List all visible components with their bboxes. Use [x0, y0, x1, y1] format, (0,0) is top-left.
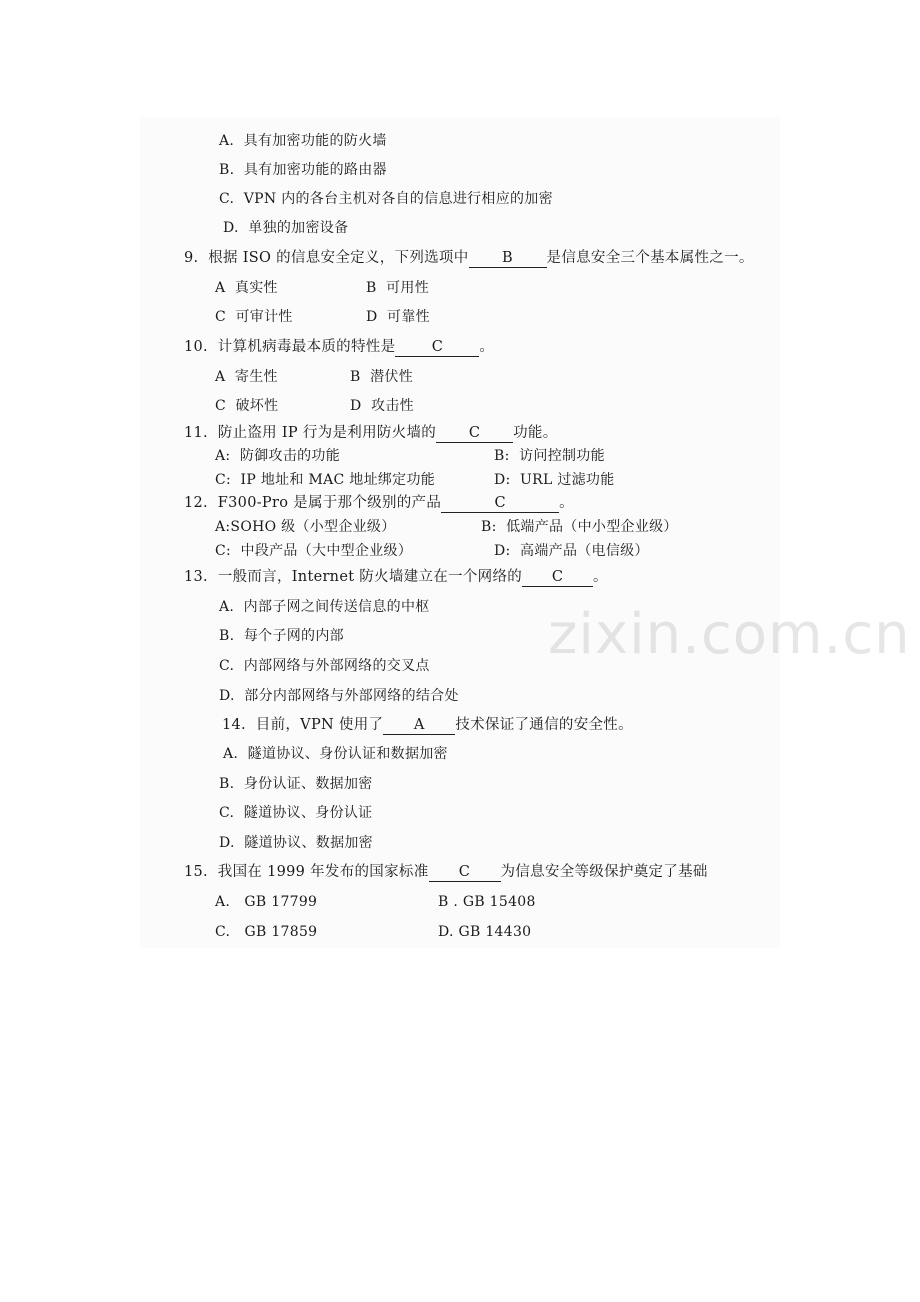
q13-option-a: A. 内部子网之间传送信息的中枢: [219, 599, 430, 615]
q15-stem: 15. 我国在 1999 年发布的国家标准: [184, 864, 429, 880]
watermark: zixin.com.cn: [548, 602, 911, 667]
q14-option-b: B. 身份认证、数据加密: [219, 776, 373, 792]
question-11: [184, 423, 558, 443]
question-10: [184, 337, 494, 357]
question-13: [184, 567, 608, 587]
q10-stem-end: 。: [479, 339, 495, 355]
q9-option-c: C 可审计性: [215, 309, 293, 325]
q12-option-b: B: 低端产品（中小型企业级）: [481, 519, 678, 535]
q15-stem-end: 为信息安全等级保护奠定了基础: [500, 864, 708, 880]
q13-stem: 13. 一般而言，Internet 防火墙建立在一个网络的: [184, 569, 523, 585]
q14-stem: 14. 目前，VPN 使用了: [222, 717, 384, 733]
q15-option-a: A. GB 17799: [215, 894, 318, 910]
q12-stem-end: 。: [559, 495, 574, 511]
q12-option-a: A:SOHO 级（小型企业级）: [215, 519, 396, 535]
q9-option-a: A 真实性: [215, 280, 278, 296]
q11-option-a: A: 防御攻击的功能: [215, 448, 341, 464]
q14-option-c: C. 隧道协议、身份认证: [219, 805, 373, 821]
q8-option-d: D. 单独的加密设备: [223, 220, 349, 236]
q10-option-b: B 潜伏性: [350, 369, 413, 385]
q11-option-c: C: IP 地址和 MAC 地址绑定功能: [215, 472, 436, 488]
q9-option-b: B 可用性: [366, 280, 429, 296]
q13-option-d: D. 部分内部网络与外部网络的结合处: [219, 688, 459, 704]
q11-stem: 11. 防止盗用 IP 行为是利用防火墙的: [184, 425, 437, 441]
q14-option-d: D. 隧道协议、数据加密: [219, 835, 373, 851]
q14-answer-blank: A: [383, 717, 455, 735]
q15-option-b: B . GB 15408: [438, 894, 536, 910]
q10-option-a: A 寄生性: [215, 369, 278, 385]
question-14: [222, 715, 633, 735]
q11-answer-blank: C: [436, 425, 513, 443]
q12-option-c: C: 中段产品（大中型企业级）: [215, 543, 413, 559]
q15-option-c: C. GB 17859: [215, 924, 318, 940]
q9-answer-blank: B: [469, 250, 547, 268]
q13-option-c: C. 内部网络与外部网络的交叉点: [219, 658, 430, 674]
q11-stem-end: 功能。: [513, 425, 558, 441]
q15-option-d: D. GB 14430: [438, 924, 532, 940]
q10-stem: 10. 计算机病毒最本质的特性是: [184, 339, 396, 355]
q10-option-c: C 破坏性: [215, 398, 279, 414]
q12-option-d: D: 高端产品（电信级）: [494, 543, 649, 559]
q9-option-d: D 可靠性: [366, 309, 430, 325]
q15-answer-blank: C: [429, 864, 501, 882]
q14-stem-end: 技术保证了通信的安全性。: [455, 717, 633, 733]
question-9: [184, 248, 754, 268]
q13-stem-end: 。: [593, 569, 608, 585]
q14-option-a: A. 隧道协议、身份认证和数据加密: [223, 746, 448, 762]
question-15: [184, 862, 708, 882]
q8-option-b: B. 具有加密功能的路由器: [219, 162, 387, 178]
q13-answer-blank: C: [522, 569, 593, 587]
q12-answer-blank: C: [441, 495, 559, 513]
q12-stem: 12. F300-Pro 是属于那个级别的产品: [184, 495, 442, 511]
question-12: [184, 493, 574, 513]
q8-option-c: C. VPN 内的各台主机对各自的信息进行相应的加密: [219, 191, 553, 207]
q13-option-b: B. 每个子网的内部: [219, 628, 344, 644]
q11-option-d: D: URL 过滤功能: [494, 472, 615, 488]
q9-stem: 9. 根据 ISO 的信息安全定义，下列选项中: [184, 250, 469, 266]
q10-answer-blank: C: [395, 339, 479, 357]
q11-option-b: B: 访问控制功能: [494, 448, 605, 464]
q10-option-d: D 攻击性: [350, 398, 414, 414]
q9-stem-end: 是信息安全三个基本属性之一。: [546, 250, 754, 266]
q8-option-a: A. 具有加密功能的防火墙: [219, 133, 387, 149]
